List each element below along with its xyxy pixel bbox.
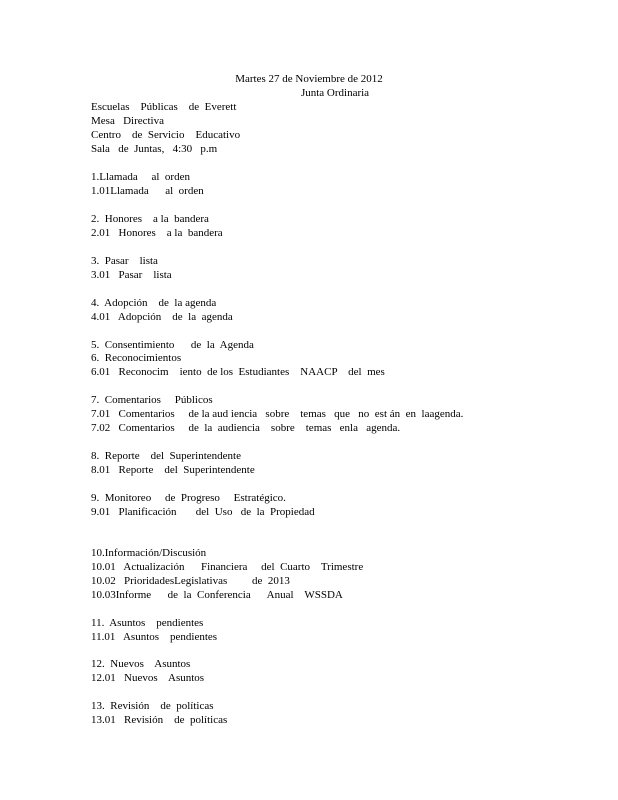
agenda-item: 7.01 Comentarios de la aud iencia sobre temas que no est án en laagenda. — [91, 408, 464, 420]
agenda-heading: 9. Monitoreo de Progreso Estratégico. — [91, 492, 286, 504]
meeting-date: Martes 27 de Noviembre de 2012 — [235, 73, 383, 85]
agenda-item: 8.01 Reporte del Superintendente — [91, 464, 255, 476]
agenda-heading: 8. Reporte del Superintendente — [91, 450, 241, 462]
agenda-heading: 3. Pasar lista — [91, 255, 158, 267]
agenda-item: 9.01 Planificación del Uso de la Propiedad — [91, 506, 315, 518]
info-line: Centro de Servicio Educativo — [91, 129, 241, 141]
agenda-item: 10.01 Actualización Financiera del Cuarto Trimestre — [91, 561, 364, 573]
agenda-item: 10.03Informe de la Conferencia Anual WSSDA — [91, 589, 343, 601]
agenda-heading: 6. Reconocimientos — [91, 352, 182, 364]
agenda-heading: 12. Nuevos Asuntos — [91, 658, 191, 670]
agenda-heading: 4. Adopción de la agenda — [91, 297, 217, 309]
agenda-heading: 13. Revisión de políticas — [91, 700, 214, 712]
agenda-heading: 5. Consentimiento de la Agenda — [91, 339, 254, 351]
agenda-item: 2.01 Honores a la bandera — [91, 227, 223, 239]
meeting-type: Junta Ordinaria — [300, 87, 370, 99]
agenda-item: 12.01 Nuevos Asuntos — [91, 672, 205, 684]
agenda-item: 11.01 Asuntos pendientes — [91, 631, 218, 643]
info-line: Escuelas Públicas de Everett — [91, 101, 237, 113]
agenda-item: 13.01 Revisión de políticas — [91, 714, 228, 726]
agenda-item: 3.01 Pasar lista — [91, 269, 172, 281]
agenda-item: 7.02 Comentarios de la audiencia sobre temas enla agenda. — [91, 422, 401, 434]
agenda-heading: 10.Información/Discusión — [91, 547, 207, 559]
agenda-heading: 2. Honores a la bandera — [91, 213, 209, 225]
agenda-item: 6.01 Reconocim iento de los Estudiantes NAACP del mes — [91, 366, 385, 378]
agenda-heading: 11. Asuntos pendientes — [91, 617, 204, 629]
agenda-heading: 1.Llamada al orden — [91, 171, 190, 183]
info-line: Sala de Juntas, 4:30 p.m — [91, 143, 218, 155]
agenda-item: 1.01Llamada al orden — [91, 185, 204, 197]
agenda-heading: 7. Comentarios Públicos — [91, 394, 213, 406]
agenda-item: 4.01 Adopción de la agenda — [91, 311, 233, 323]
info-line: Mesa Directiva — [91, 115, 164, 127]
agenda-item: 10.02 PrioridadesLegislativas de 2013 — [91, 575, 290, 587]
